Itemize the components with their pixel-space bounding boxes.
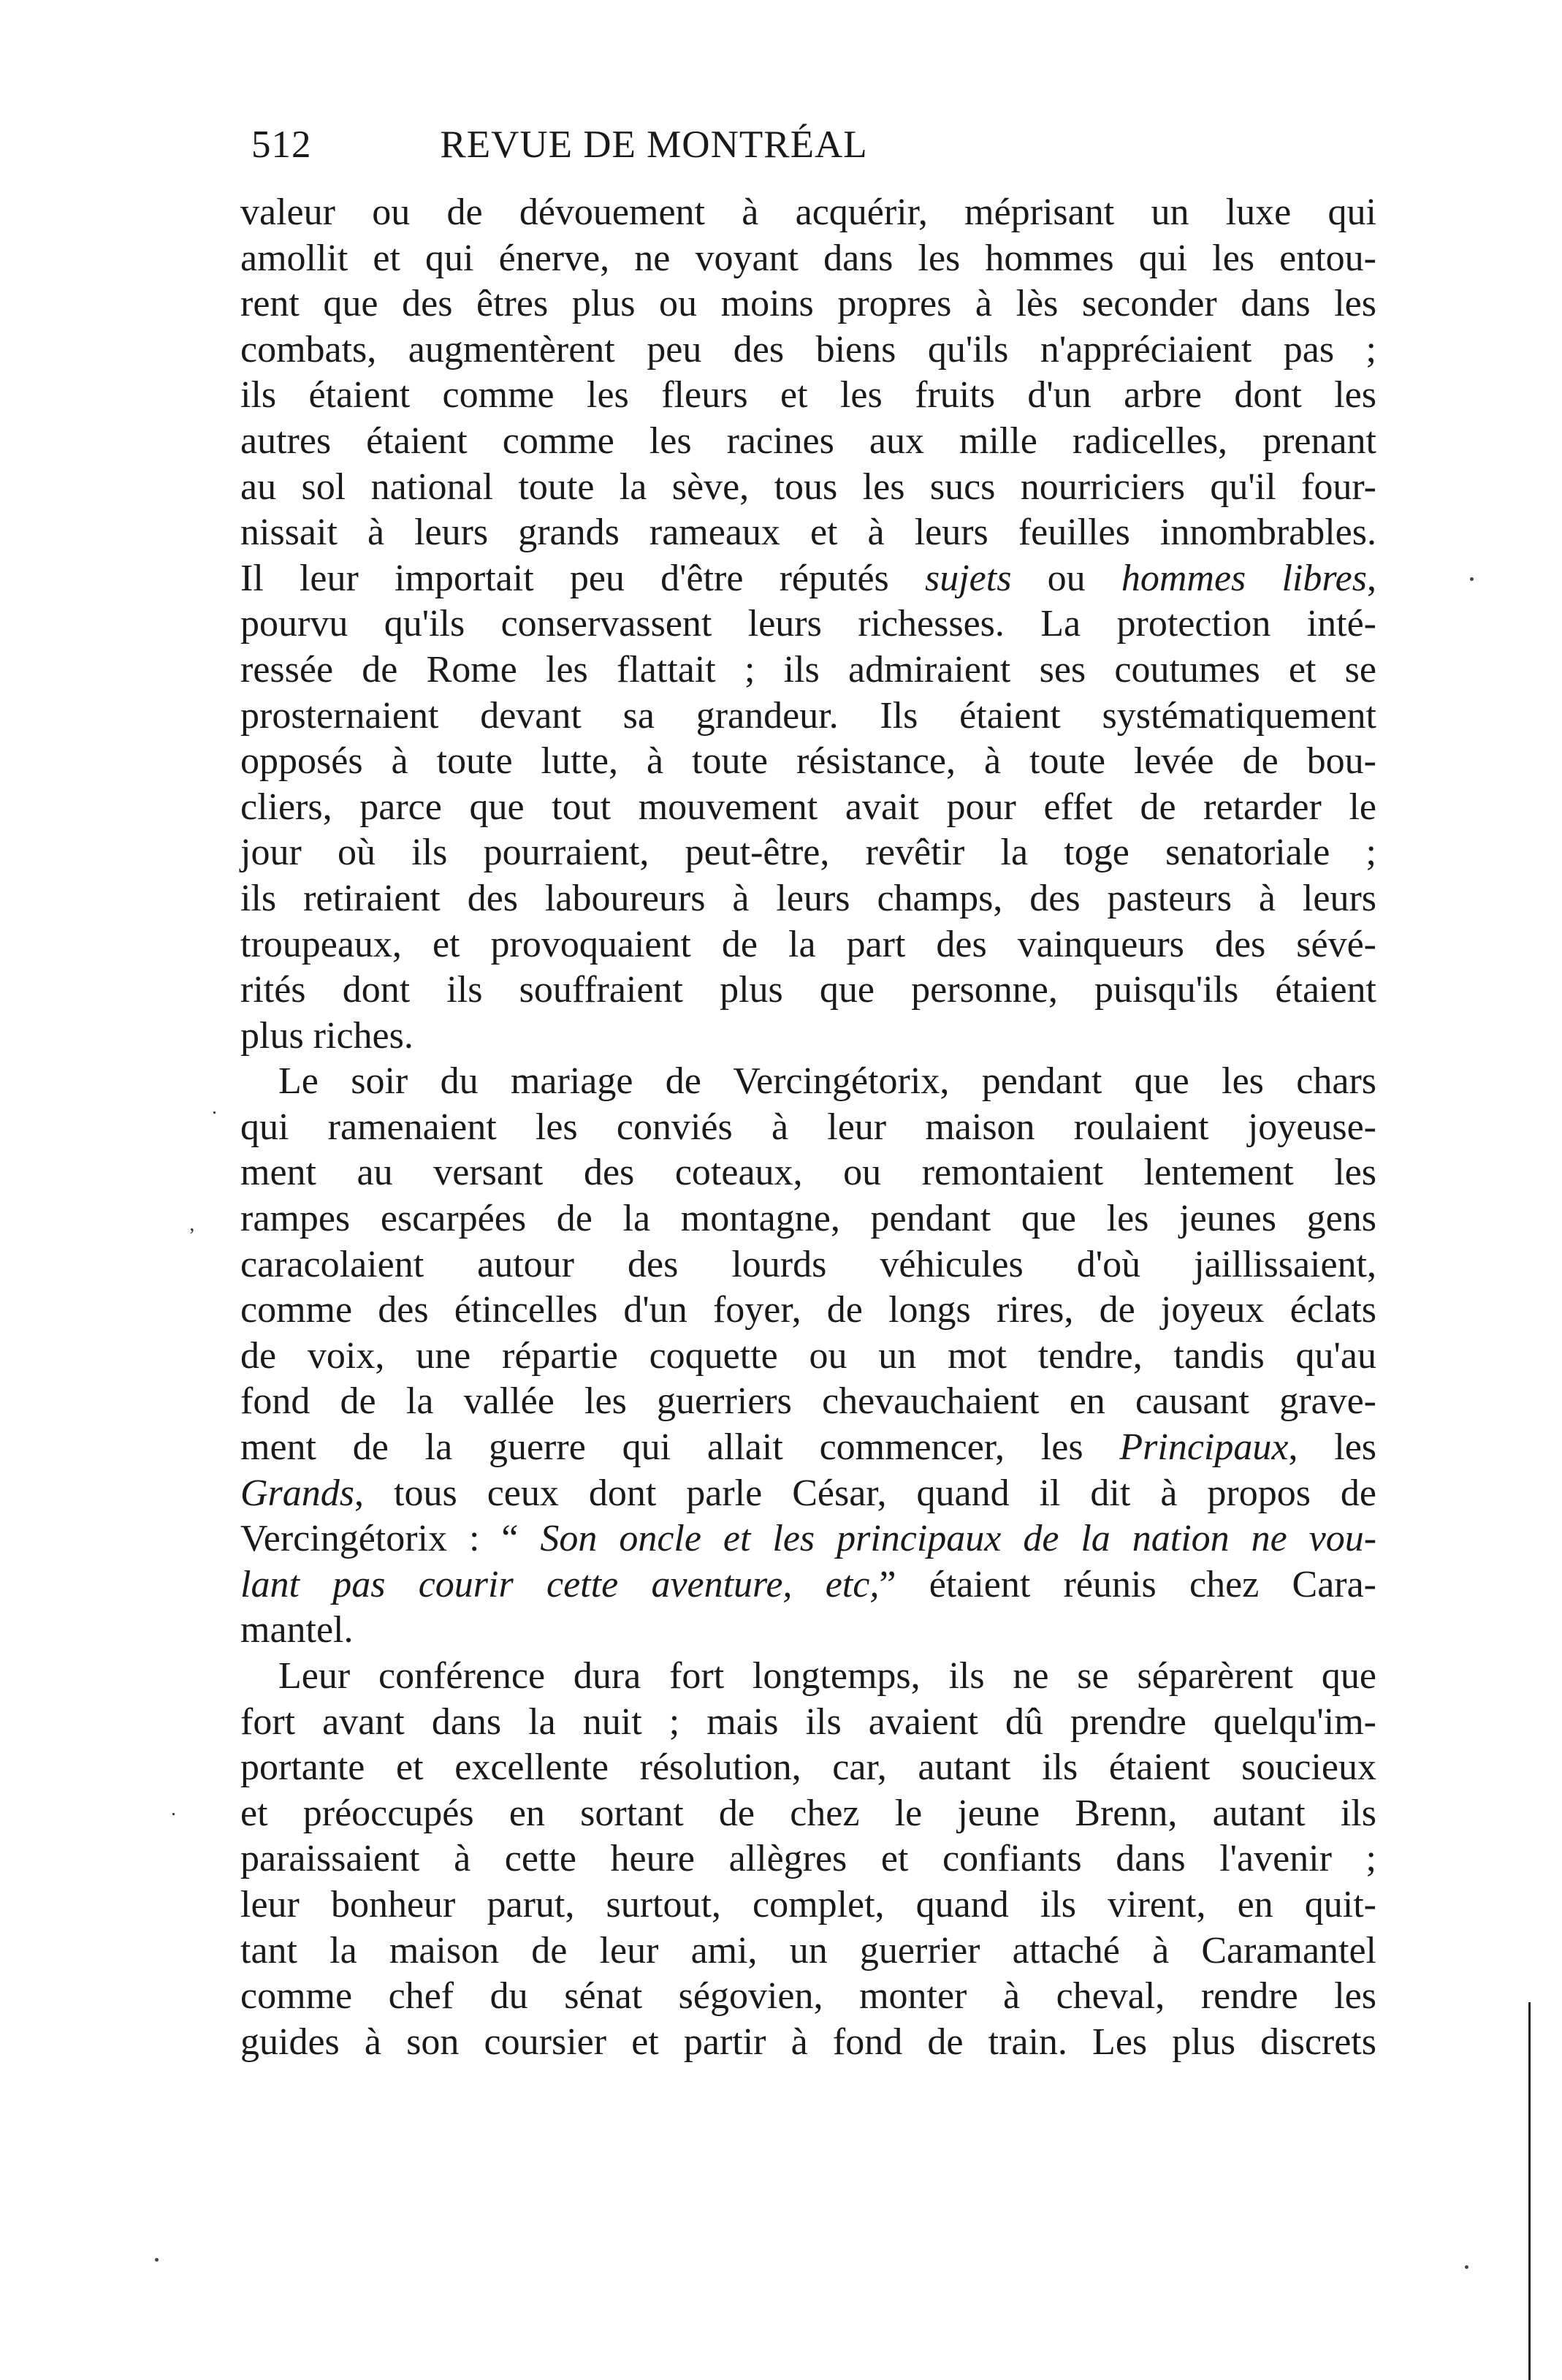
text-line: comme chef du sénat ségovien, monter à cheval, rendre les: [240, 1975, 1376, 2018]
italic-text: hommes libres: [1121, 557, 1367, 599]
text-line-mixed: [240, 1562, 1376, 1608]
text-line-mixed: [240, 1425, 1376, 1471]
text-line: autres étaient comme les racines aux mille radicelles, prenant: [240, 419, 1376, 462]
page-header: [251, 115, 1056, 174]
line-text: Il leur importait peu d'être réputés: [240, 557, 889, 599]
text-line: de voix, une répartie coquette ou un mot tendre, tandis qu'au: [240, 1334, 1376, 1377]
line-text: ,: [1367, 557, 1376, 599]
text-line: Le soir du mariage de Vercingétorix, pendant que les chars: [278, 1060, 1376, 1103]
text-line: mantel.: [240, 1609, 354, 1651]
line-text: ,: [354, 1472, 365, 1514]
text-line: caracolaient autour des lourds véhicules d'où jaillissaient,: [240, 1243, 1376, 1285]
text-line-mixed: [240, 1516, 1376, 1562]
text-line: amollit et qui énerve, ne voyant dans les hommes qui les entou-: [240, 237, 1376, 279]
text-line: opposés à toute lutte, à toute résistance, à toute levée de bou-: [240, 740, 1376, 783]
text-line: ressée de Rome les flattait ; ils admiraient ses coutumes et se: [240, 648, 1376, 691]
italic-text: Principaux: [1119, 1426, 1289, 1469]
text-line: pourvu qu'ils conservassent leurs richesses. La protection inté-: [240, 603, 1376, 645]
body-text: [240, 190, 1376, 2065]
text-line: qui ramenaient les conviés à leur maison roulaient joyeuse-: [240, 1106, 1376, 1148]
text-line: jour où ils pourraient, peut-être, revêtir la toge senatoriale ;: [240, 832, 1376, 874]
line-text: Vercingétorix :: [240, 1518, 480, 1560]
text-line-mixed: [240, 1471, 1376, 1517]
text-line: au sol national toute la sève, tous les sucs nourriciers qu'il four-: [240, 465, 1376, 508]
speck-dot: [155, 2258, 159, 2262]
text-line: leur bonheur parut, surtout, complet, quand ils virent, en quit-: [240, 1883, 1376, 1925]
speck-dot: [1465, 2265, 1468, 2269]
text-line: fond de la vallée les guerriers chevauchaient en causant grave-: [240, 1380, 1376, 1423]
scan-edge-line: [1528, 2002, 1531, 2380]
text-line: valeur ou de dévouement à acquérir, méprisant un luxe qui: [240, 191, 1376, 233]
text-line: Leur conférence dura fort longtemps, ils ne se séparèrent que: [278, 1655, 1376, 1697]
text-line: ment au versant des coteaux, ou remontaient lentement les: [240, 1152, 1376, 1194]
text-line: plus riches.: [240, 1014, 414, 1057]
italic-quote: lant pas courir cette aventure, etc,: [240, 1563, 880, 1605]
speck-dot: [1470, 577, 1474, 581]
text-line: cliers, parce que tout mouvement avait pour effet de retarder le: [240, 786, 1376, 828]
text-line: fort avant dans la nuit ; mais ils avaient dû prendre quelqu'im-: [240, 1700, 1376, 1743]
text-line: prosternaient devant sa grandeur. Ils étaient systématiquement: [240, 694, 1376, 737]
text-line: ils étaient comme les fleurs et les fruits d'un arbre dont les: [240, 374, 1376, 417]
italic-quote: Son oncle et les principaux de la nation ne vou-: [540, 1518, 1377, 1560]
italic-text: sujets: [924, 557, 1012, 599]
line-text: étaient réunis chez Cara-: [929, 1563, 1376, 1605]
margin-dot-mark: .: [212, 1096, 217, 1119]
line-text: ou: [1047, 557, 1086, 599]
text-line: troupeaux, et provoquaient de la part des vainqueurs des sévé-: [240, 923, 1376, 965]
text-line: rités dont ils souffraient plus que personne, puisqu'ils étaient: [240, 969, 1376, 1011]
text-line: combats, augmentèrent peu des biens qu'ils n'appréciaient pas ;: [240, 328, 1376, 370]
margin-comma-mark: ‚: [188, 1213, 196, 1236]
text-line: tant la maison de leur ami, un guerrier attaché à Caramantel: [240, 1929, 1376, 1972]
italic-text: Grands: [240, 1472, 355, 1514]
page-number: 512: [251, 123, 312, 166]
text-line: portante et excellente résolution, car, autant ils étaient soucieux: [240, 1746, 1376, 1789]
quote-open: “: [501, 1518, 519, 1560]
quote-close: ”: [879, 1563, 896, 1605]
text-line: ils retiraient des laboureurs à leurs champs, des pasteurs à leurs: [240, 877, 1376, 919]
margin-dot-mark: .: [171, 1798, 176, 1820]
line-text: , les: [1288, 1426, 1377, 1469]
text-line: paraissaient à cette heure allègres et confiants dans l'avenir ;: [240, 1838, 1376, 1880]
running-title: REVUE DE MONTRÉAL: [440, 123, 868, 166]
text-line: et préoccupés en sortant de chez le jeune Brenn, autant ils: [240, 1792, 1376, 1834]
text-line: comme des étincelles d'un foyer, de longs rires, de joyeux éclats: [240, 1289, 1376, 1331]
line-text: tous ceux dont parle César, quand il dit à propos de: [394, 1472, 1377, 1514]
text-line: rent que des êtres plus ou moins propres à lès seconder dans les: [240, 283, 1376, 325]
text-line: rampes escarpées de la montagne, pendant que les jeunes gens: [240, 1198, 1376, 1240]
text-line-mixed: [240, 556, 1376, 602]
line-text: ment de la guerre qui allait commencer, les: [240, 1426, 1083, 1469]
text-line: nissait à leurs grands rameaux et à leurs feuilles innombrables.: [240, 512, 1376, 554]
text-line: guides à son coursier et partir à fond de train. Les plus discrets: [240, 2020, 1376, 2063]
